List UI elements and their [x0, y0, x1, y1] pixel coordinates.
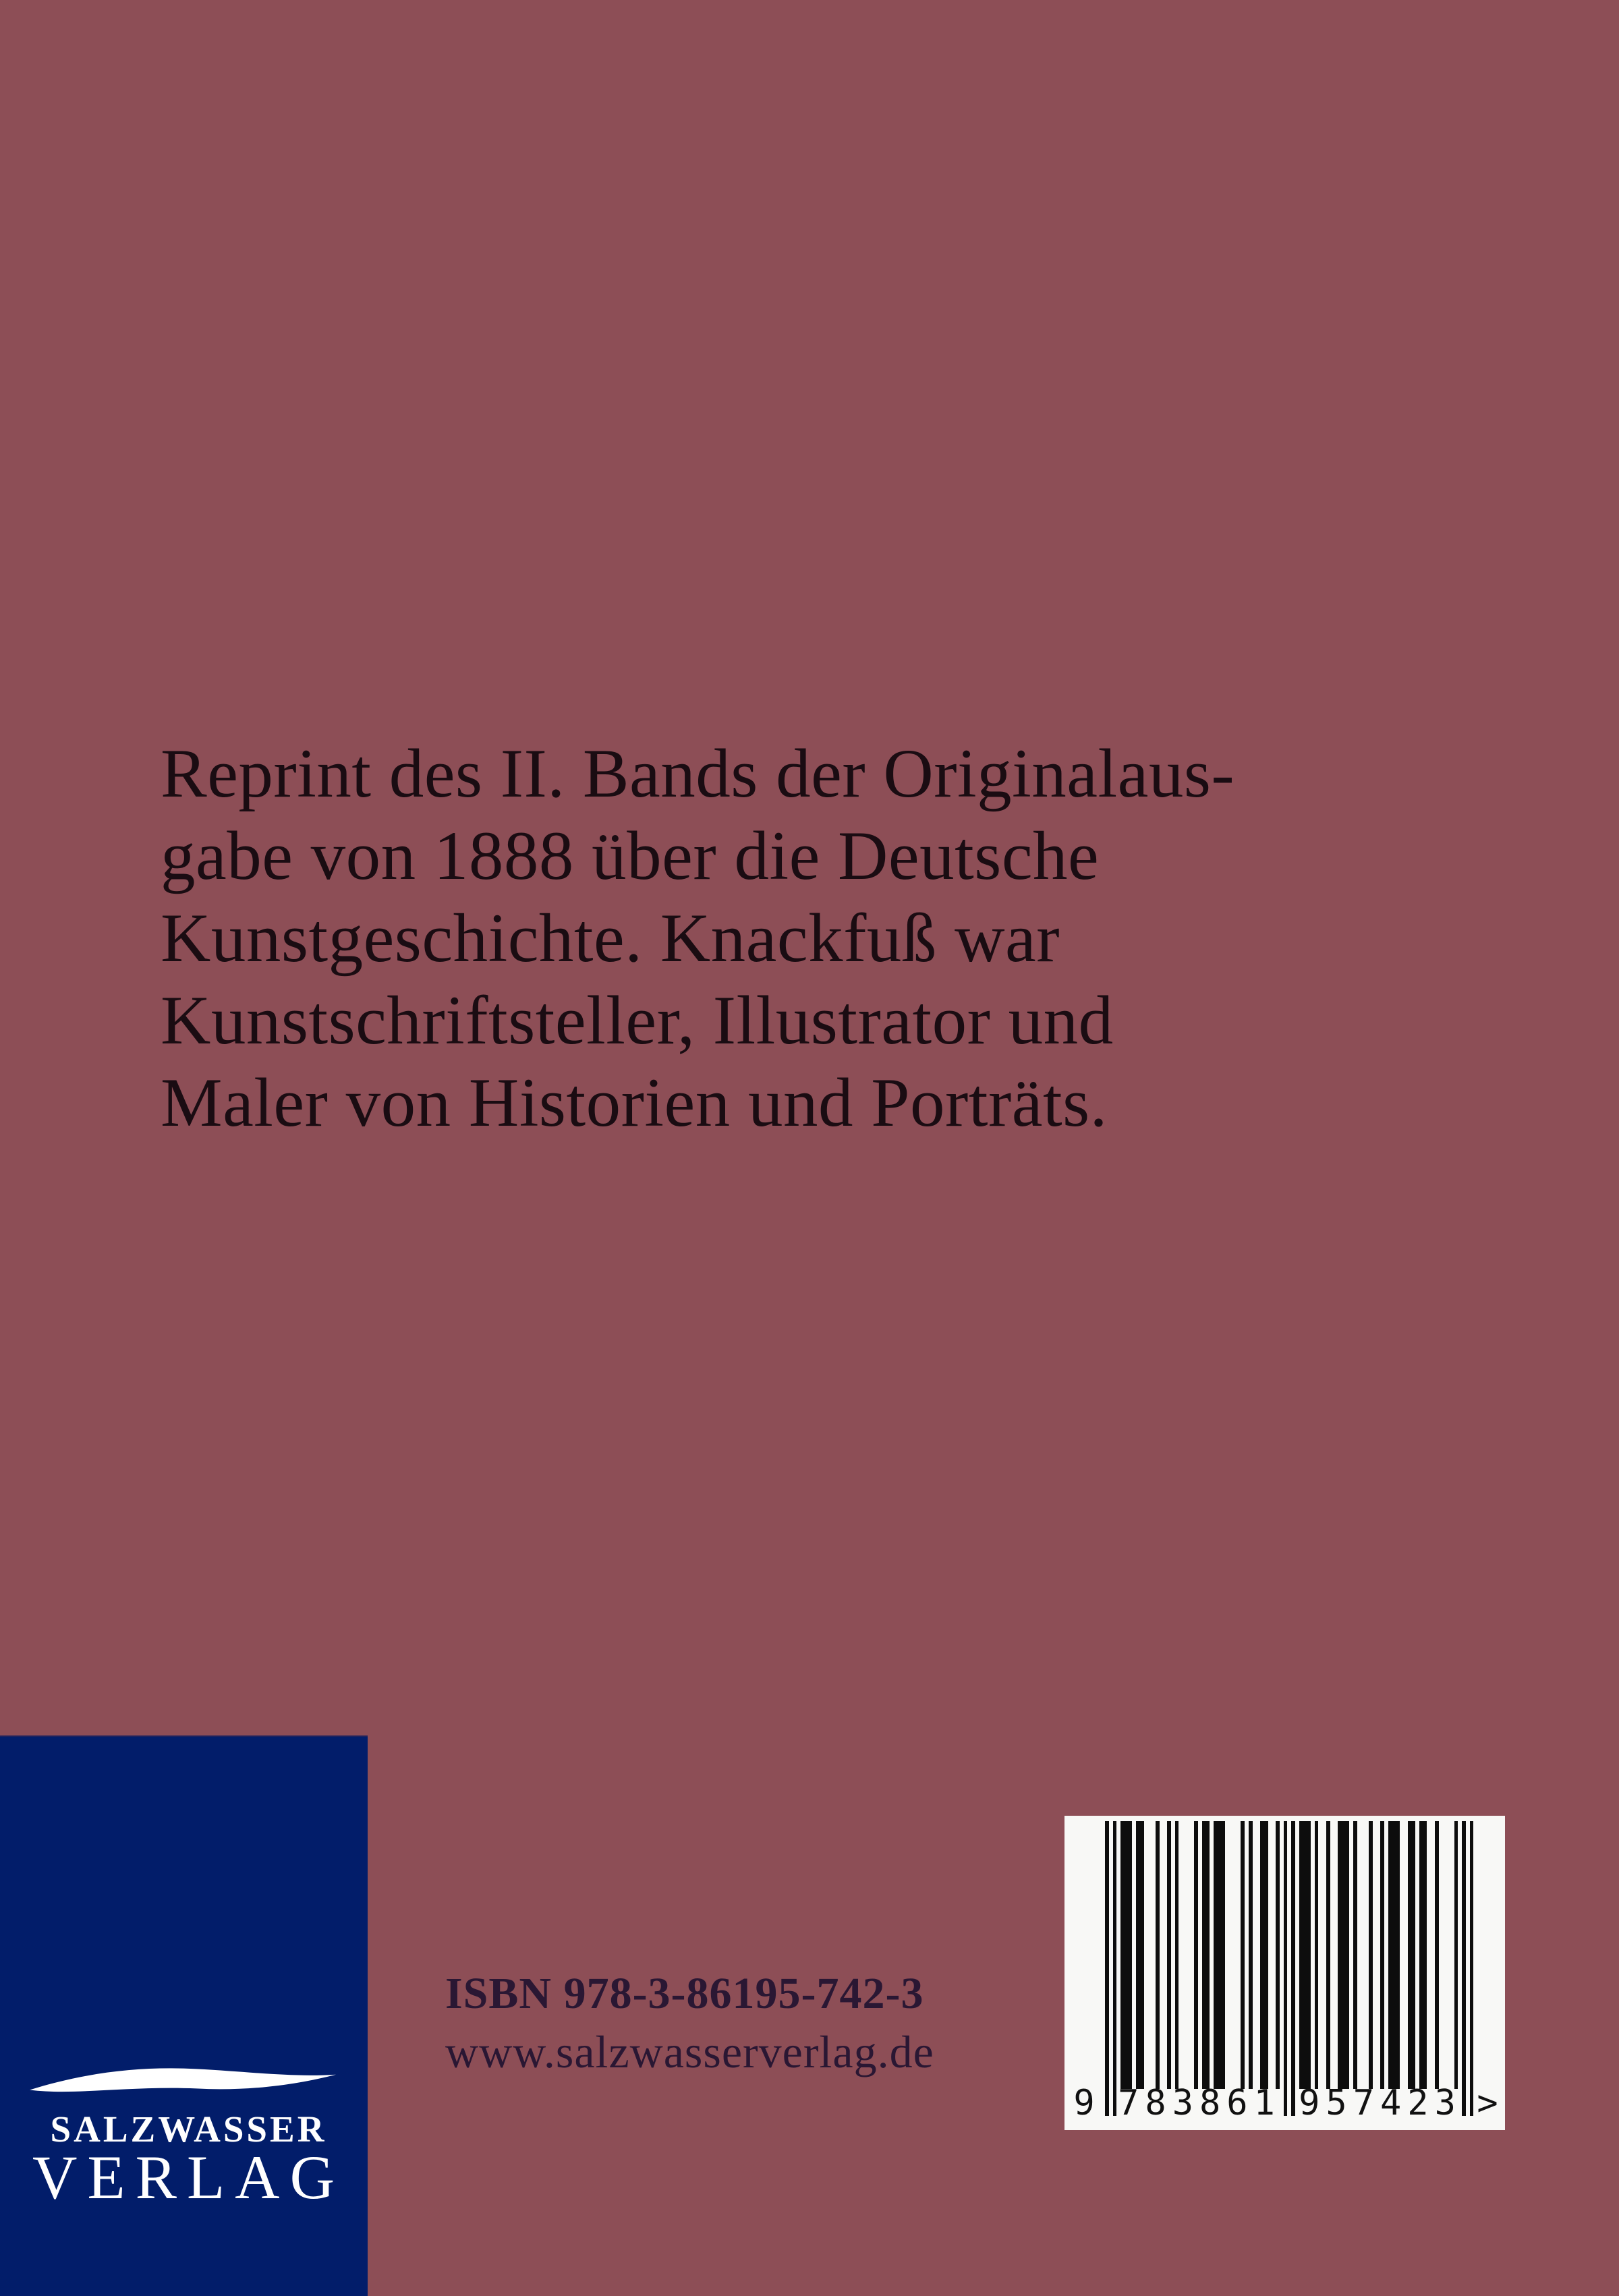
barcode-bar	[1129, 1821, 1133, 2089]
barcode-bar	[1454, 1821, 1458, 2089]
barcode-bar	[1423, 1821, 1427, 2089]
barcode-bar	[1396, 1821, 1400, 2089]
description-line: Kunstgeschichte. Knackfuß war	[161, 900, 1060, 977]
website-url: www.salzwasserverlag.de	[445, 2026, 934, 2077]
barcode-bar	[1435, 1821, 1439, 2089]
barcode-bar	[1175, 1821, 1179, 2089]
barcode-digit-group1: 783861	[1118, 2083, 1281, 2123]
barcode-bar	[1105, 1821, 1109, 2116]
barcode-bar	[1346, 1821, 1350, 2089]
description-line: gabe von 1888 über die Deutsche	[161, 817, 1100, 894]
barcode-digit-left: 9	[1073, 2083, 1095, 2123]
barcode-bars	[1105, 1821, 1474, 2116]
barcode-bar	[1369, 1821, 1373, 2089]
publisher-type: VERLAG	[32, 2143, 345, 2212]
barcode-bar	[1140, 1821, 1144, 2089]
publisher-name: SALZWASSER	[50, 2108, 327, 2150]
description-text	[161, 733, 1456, 1144]
barcode-bar	[1264, 1821, 1268, 2089]
barcode-bar	[1411, 1821, 1415, 2089]
barcode-bar	[1353, 1821, 1357, 2089]
barcode-bar	[1291, 1821, 1295, 2116]
barcode-bar	[1194, 1821, 1198, 2089]
barcode-bar	[1380, 1821, 1384, 2089]
barcode-bar	[1326, 1821, 1330, 2089]
barcode-quiet-zone-indicator: >	[1477, 2083, 1498, 2123]
barcode-bar	[1241, 1821, 1245, 2089]
publisher-logo-box	[0, 1735, 368, 2296]
barcode-bar	[1167, 1821, 1171, 2089]
barcode	[1064, 1816, 1505, 2130]
barcode-bar	[1206, 1821, 1210, 2089]
barcode-bar	[1156, 1821, 1160, 2089]
description-line: Reprint des II. Bands der Originalaus-	[161, 735, 1235, 812]
barcode-bar	[1307, 1821, 1311, 2089]
isbn-label: ISBN 978-3-86195-742-3	[445, 1969, 924, 2018]
barcode-bar	[1222, 1821, 1226, 2089]
barcode-digit-group2: 957423	[1299, 2083, 1462, 2123]
barcode-bar	[1276, 1821, 1280, 2089]
barcode-bar	[1470, 1821, 1474, 2116]
description-line: Maler von Historien und Porträts.	[161, 1064, 1108, 1141]
barcode-bar	[1315, 1821, 1319, 2089]
description-line: Kunstschriftsteller, Illustrator und	[161, 982, 1114, 1059]
wave-icon	[27, 2061, 339, 2100]
barcode-bar	[1249, 1821, 1253, 2089]
barcode-bar	[1284, 1821, 1288, 2116]
barcode-bar	[1113, 1821, 1117, 2116]
barcode-bar	[1462, 1821, 1466, 2116]
